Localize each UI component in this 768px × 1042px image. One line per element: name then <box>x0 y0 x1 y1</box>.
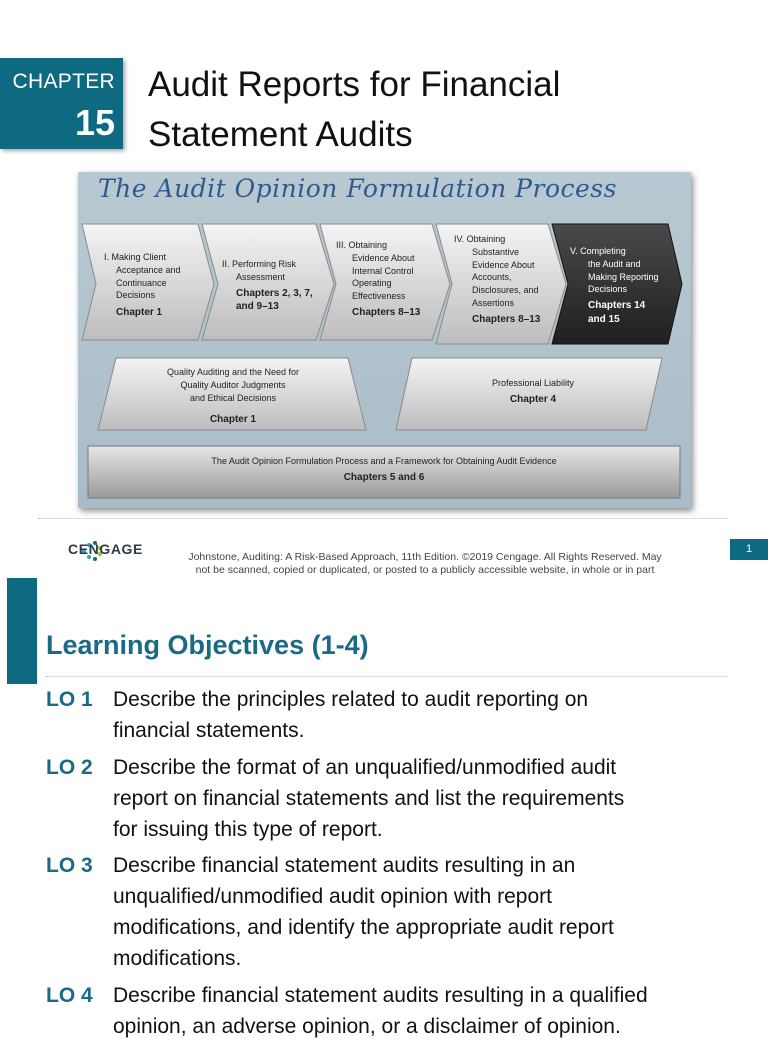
phase-4-line-3: Evidence About <box>472 259 535 270</box>
phase-4-chapters: Chapters 8–13 <box>472 313 541 325</box>
lo-3-line-3: modifications, and identify the appropriate audit report <box>113 916 614 939</box>
phase-2-chapters-2: and 9–13 <box>236 301 279 313</box>
phase-1-line-2: Acceptance and <box>116 264 181 275</box>
copyright-line-1: Johnstone, Auditing: A Risk-Based Approach, 11th Edition. ©2019 Cengage. All Rights Reserved. May <box>188 551 662 563</box>
lo-2-line-1: Describe the format of an unqualified/unmodified audit <box>113 756 617 779</box>
phase-4-line-1: IV. Obtaining <box>454 234 506 244</box>
lo-4-line-1: Describe financial statement audits resulting in a qualified <box>113 984 648 1007</box>
phase-3-line-4: Operating <box>352 278 392 289</box>
phase-3-line-1: III. Obtaining <box>336 240 388 250</box>
lo-2-line-2: report on financial statements and list the requirements <box>113 787 625 810</box>
phase-4-text <box>454 233 540 327</box>
quality-line-3: and Ethical Decisions <box>189 392 277 403</box>
chapter-number: 15 <box>74 102 115 143</box>
lo-4-line-2: opinion, an adverse opinion, or a disclaimer of opinion. <box>113 1015 621 1038</box>
footer-divider <box>38 518 728 519</box>
quality-chapters: Chapter 1 <box>209 414 257 426</box>
phase-4-line-6: Assertions <box>472 297 515 308</box>
lo-3-line-1: Describe financial statement audits resulting in an <box>113 854 576 877</box>
framework-text <box>88 455 680 485</box>
copyright-line-2: not be scanned, copied or duplicated, or posted to a publicly accessible website, in whole or in part <box>195 563 655 576</box>
chapter-label: CHAPTER <box>12 70 115 93</box>
quality-line-1: Quality Auditing and the Need for <box>166 367 300 377</box>
lo-code: LO 2 <box>46 756 93 779</box>
phase-4-line-5: Disclosures, and <box>472 285 539 296</box>
phase-2-line-1: II. Performing Risk <box>222 259 297 269</box>
phase-1-line-4: Decisions <box>116 290 156 301</box>
phase-4-line-2: Substantive <box>472 246 520 257</box>
lo-2-line-3: for issuing this type of report. <box>113 818 383 841</box>
quality-line-2: Quality Auditor Judgments <box>180 379 286 390</box>
phase-1-text <box>104 251 181 320</box>
phase-5-line-1: V. Completing <box>570 246 626 256</box>
phase-3-line-5: Effectiveness <box>352 291 406 302</box>
phase-2-chapters-1: Chapters 2, 3, 7, <box>236 287 313 299</box>
phase-3-text <box>336 239 420 320</box>
lo-text <box>113 752 733 845</box>
framework-chapters: Chapters 5 and 6 <box>343 471 425 483</box>
phase-5-line-3: Making Reporting <box>588 271 659 282</box>
framework-line-1: The Audit Opinion Formulation Process and a Framework for Obtaining Audit Evidence <box>211 456 557 466</box>
slide-title-line-2: Statement Audits <box>148 115 413 154</box>
phase-1-line-3: Continuance <box>116 277 167 288</box>
phase-5-line-4: Decisions <box>588 284 628 295</box>
phase-2-text <box>222 258 313 314</box>
slide-title <box>148 60 708 160</box>
lo-text <box>113 684 733 746</box>
phase-5-chapters-1: Chapters 14 <box>588 300 646 312</box>
lo-text <box>113 850 733 974</box>
phase-3-line-3: Internal Control <box>352 265 414 276</box>
quality-text <box>118 366 348 427</box>
slide-2 <box>0 578 768 1038</box>
lo-1-line-2: financial statements. <box>113 719 305 742</box>
liability-chapters: Chapter 4 <box>509 393 557 405</box>
slide-title-line-1: Audit Reports for Financial <box>148 65 561 104</box>
liability-line-1: Professional Liability <box>491 378 575 388</box>
copyright-notice <box>150 551 700 576</box>
phase-1-line-1: I. Making Client <box>104 252 167 262</box>
phase-5-chapters-2: and 15 <box>588 313 620 325</box>
phase-5-line-2: the Audit and <box>588 258 641 269</box>
learning-objectives-heading: Learning Objectives (1-4) <box>46 630 369 660</box>
phase-3-chapters: Chapters 8–13 <box>352 306 421 318</box>
lo-code: LO 4 <box>46 984 93 1007</box>
lo-code: LO 1 <box>46 688 93 711</box>
lo-text <box>113 980 733 1042</box>
chapter-badge <box>0 58 123 149</box>
page-number: 1 <box>730 539 768 560</box>
phase-2-line-2: Assessment <box>236 271 286 282</box>
phase-4-line-4: Accounts, <box>472 272 512 283</box>
liability-text <box>418 377 648 407</box>
phase-1-chapters: Chapter 1 <box>116 307 163 319</box>
heading-divider <box>46 676 728 677</box>
cengage-logo-text: CENGAGE <box>68 541 143 557</box>
phase-3-line-2: Evidence About <box>352 252 415 263</box>
lo-3-line-2: unqualified/unmodified audit opinion with report <box>113 885 552 908</box>
phase-5-text <box>570 245 659 327</box>
lo-3-line-4: modifications. <box>113 947 242 970</box>
lo-code: LO 3 <box>46 854 93 877</box>
diagram-title: The Audit Opinion Formulation Process <box>98 174 617 203</box>
lo-1-line-1: Describe the principles related to audit reporting on <box>113 688 589 711</box>
audit-process-diagram <box>78 172 691 508</box>
accent-bar <box>7 578 37 684</box>
